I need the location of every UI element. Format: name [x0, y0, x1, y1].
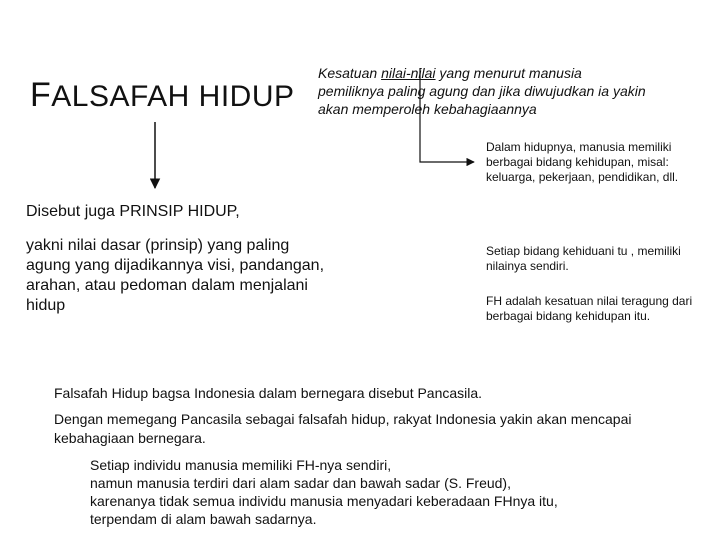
side-note-life-areas: Dalam hidupnya, manusia memiliki berbagai bidang kehidupan, misal: keluarga, pekerjaan, pendidikan, dll.: [486, 140, 679, 184]
freud-line: namun manusia terdiri dari alam sadar dan bawah sadar (S. Freud),: [90, 475, 511, 491]
title-rest: ALSAFAH HIDUP: [51, 80, 295, 113]
definition-text: [318, 64, 648, 118]
definition-before: Kesatuan: [318, 65, 382, 81]
definition-after: yang menurut manusia pemiliknya paling agung dan jika diwujudkan ia yakin akan memperoleh kebahagiaannya: [318, 65, 646, 117]
freud-line: karenanya tidak semua individu manusia menyadari keberadaan FHnya itu,: [90, 493, 558, 509]
freud-paragraph: [90, 456, 690, 528]
title-first-letter: F: [30, 76, 52, 114]
freud-line: Setiap individu manusia memiliki FH-nya sendiri,: [90, 457, 392, 473]
page-title: [30, 78, 295, 114]
side-note-fh-definition: FH adalah kesatuan nilai teragung dari berbagai bidang kehidupan itu.: [486, 294, 693, 323]
principle-meaning: yakni nilai dasar (prinsip) yang paling agung yang dijadikannya visi, pandangan, arahan, atau pedoman dalam menjalani hidup: [26, 237, 325, 314]
freud-line: terpendam di alam bawah sadarnya.: [90, 511, 317, 527]
definition-underlined: nilai-nilai: [381, 65, 436, 81]
side-note-area-values: Setiap bidang kehiduani tu , memiliki nilainya sendiri.: [486, 244, 681, 273]
pancasila-belief: Dengan memegang Pancasila sebagai falsafah hidup, rakyat Indonesia yakin akan mencapai kebahagiaan bernegara.: [54, 411, 632, 446]
principle-heading: Disebut juga PRINSIP HIDUP,: [26, 203, 240, 220]
pancasila-statement: Falsafah Hidup bagsa Indonesia dalam bernegara disebut Pancasila.: [54, 385, 483, 401]
